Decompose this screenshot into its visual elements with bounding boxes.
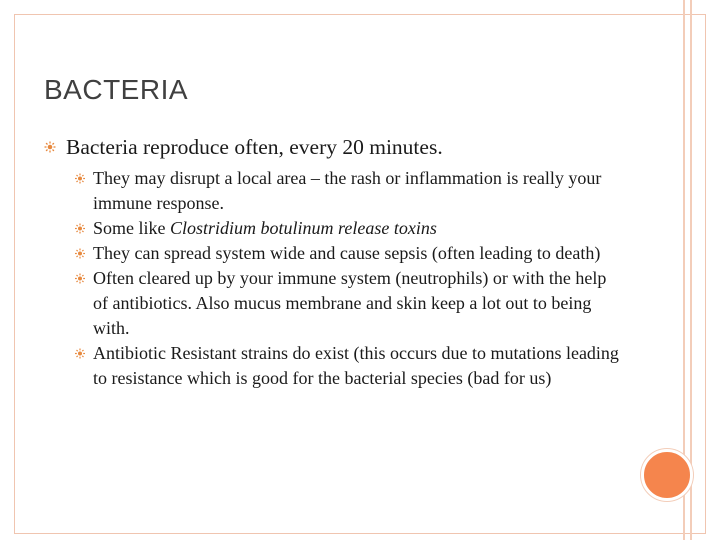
sun-bullet-icon (74, 266, 86, 298)
sub-point-text: They can spread system wide and cause sepsis (often leading to death) (93, 243, 601, 263)
main-point-text: Bacteria reproduce often, every 20 minutes. (66, 135, 443, 159)
sub-bullet-item (44, 266, 624, 341)
slide-content (44, 132, 624, 391)
sub-point-text: Some like (93, 218, 170, 238)
sun-bullet-icon (44, 132, 56, 170)
sub-bullet-item (44, 216, 624, 241)
sub-point-text: They may disrupt a local area – the rash or inflammation is really your immune response. (93, 168, 602, 213)
bullet-item (44, 132, 624, 162)
decorative-circle (641, 449, 693, 501)
sun-bullet-icon (74, 166, 86, 198)
slide-title: BACTERIA (44, 74, 189, 105)
sub-point-text: Often cleared up by your immune system (neutrophils) or with the help of antibiotics. Also mucus membrane and skin keep a lot out to being with. (93, 268, 607, 338)
sun-bullet-icon (74, 341, 86, 373)
sub-point-italic-text: Clostridium botulinum release toxins (170, 218, 437, 238)
sub-point-text: Antibiotic Resistant strains do exist (this occurs due to mutations leading to resistance which is good for the bacterial species (bad for us) (93, 343, 619, 388)
sub-bullet-item (44, 241, 624, 266)
sub-bullet-item (44, 166, 624, 216)
decorative-rule (690, 0, 692, 540)
sub-bullet-item (44, 341, 624, 391)
